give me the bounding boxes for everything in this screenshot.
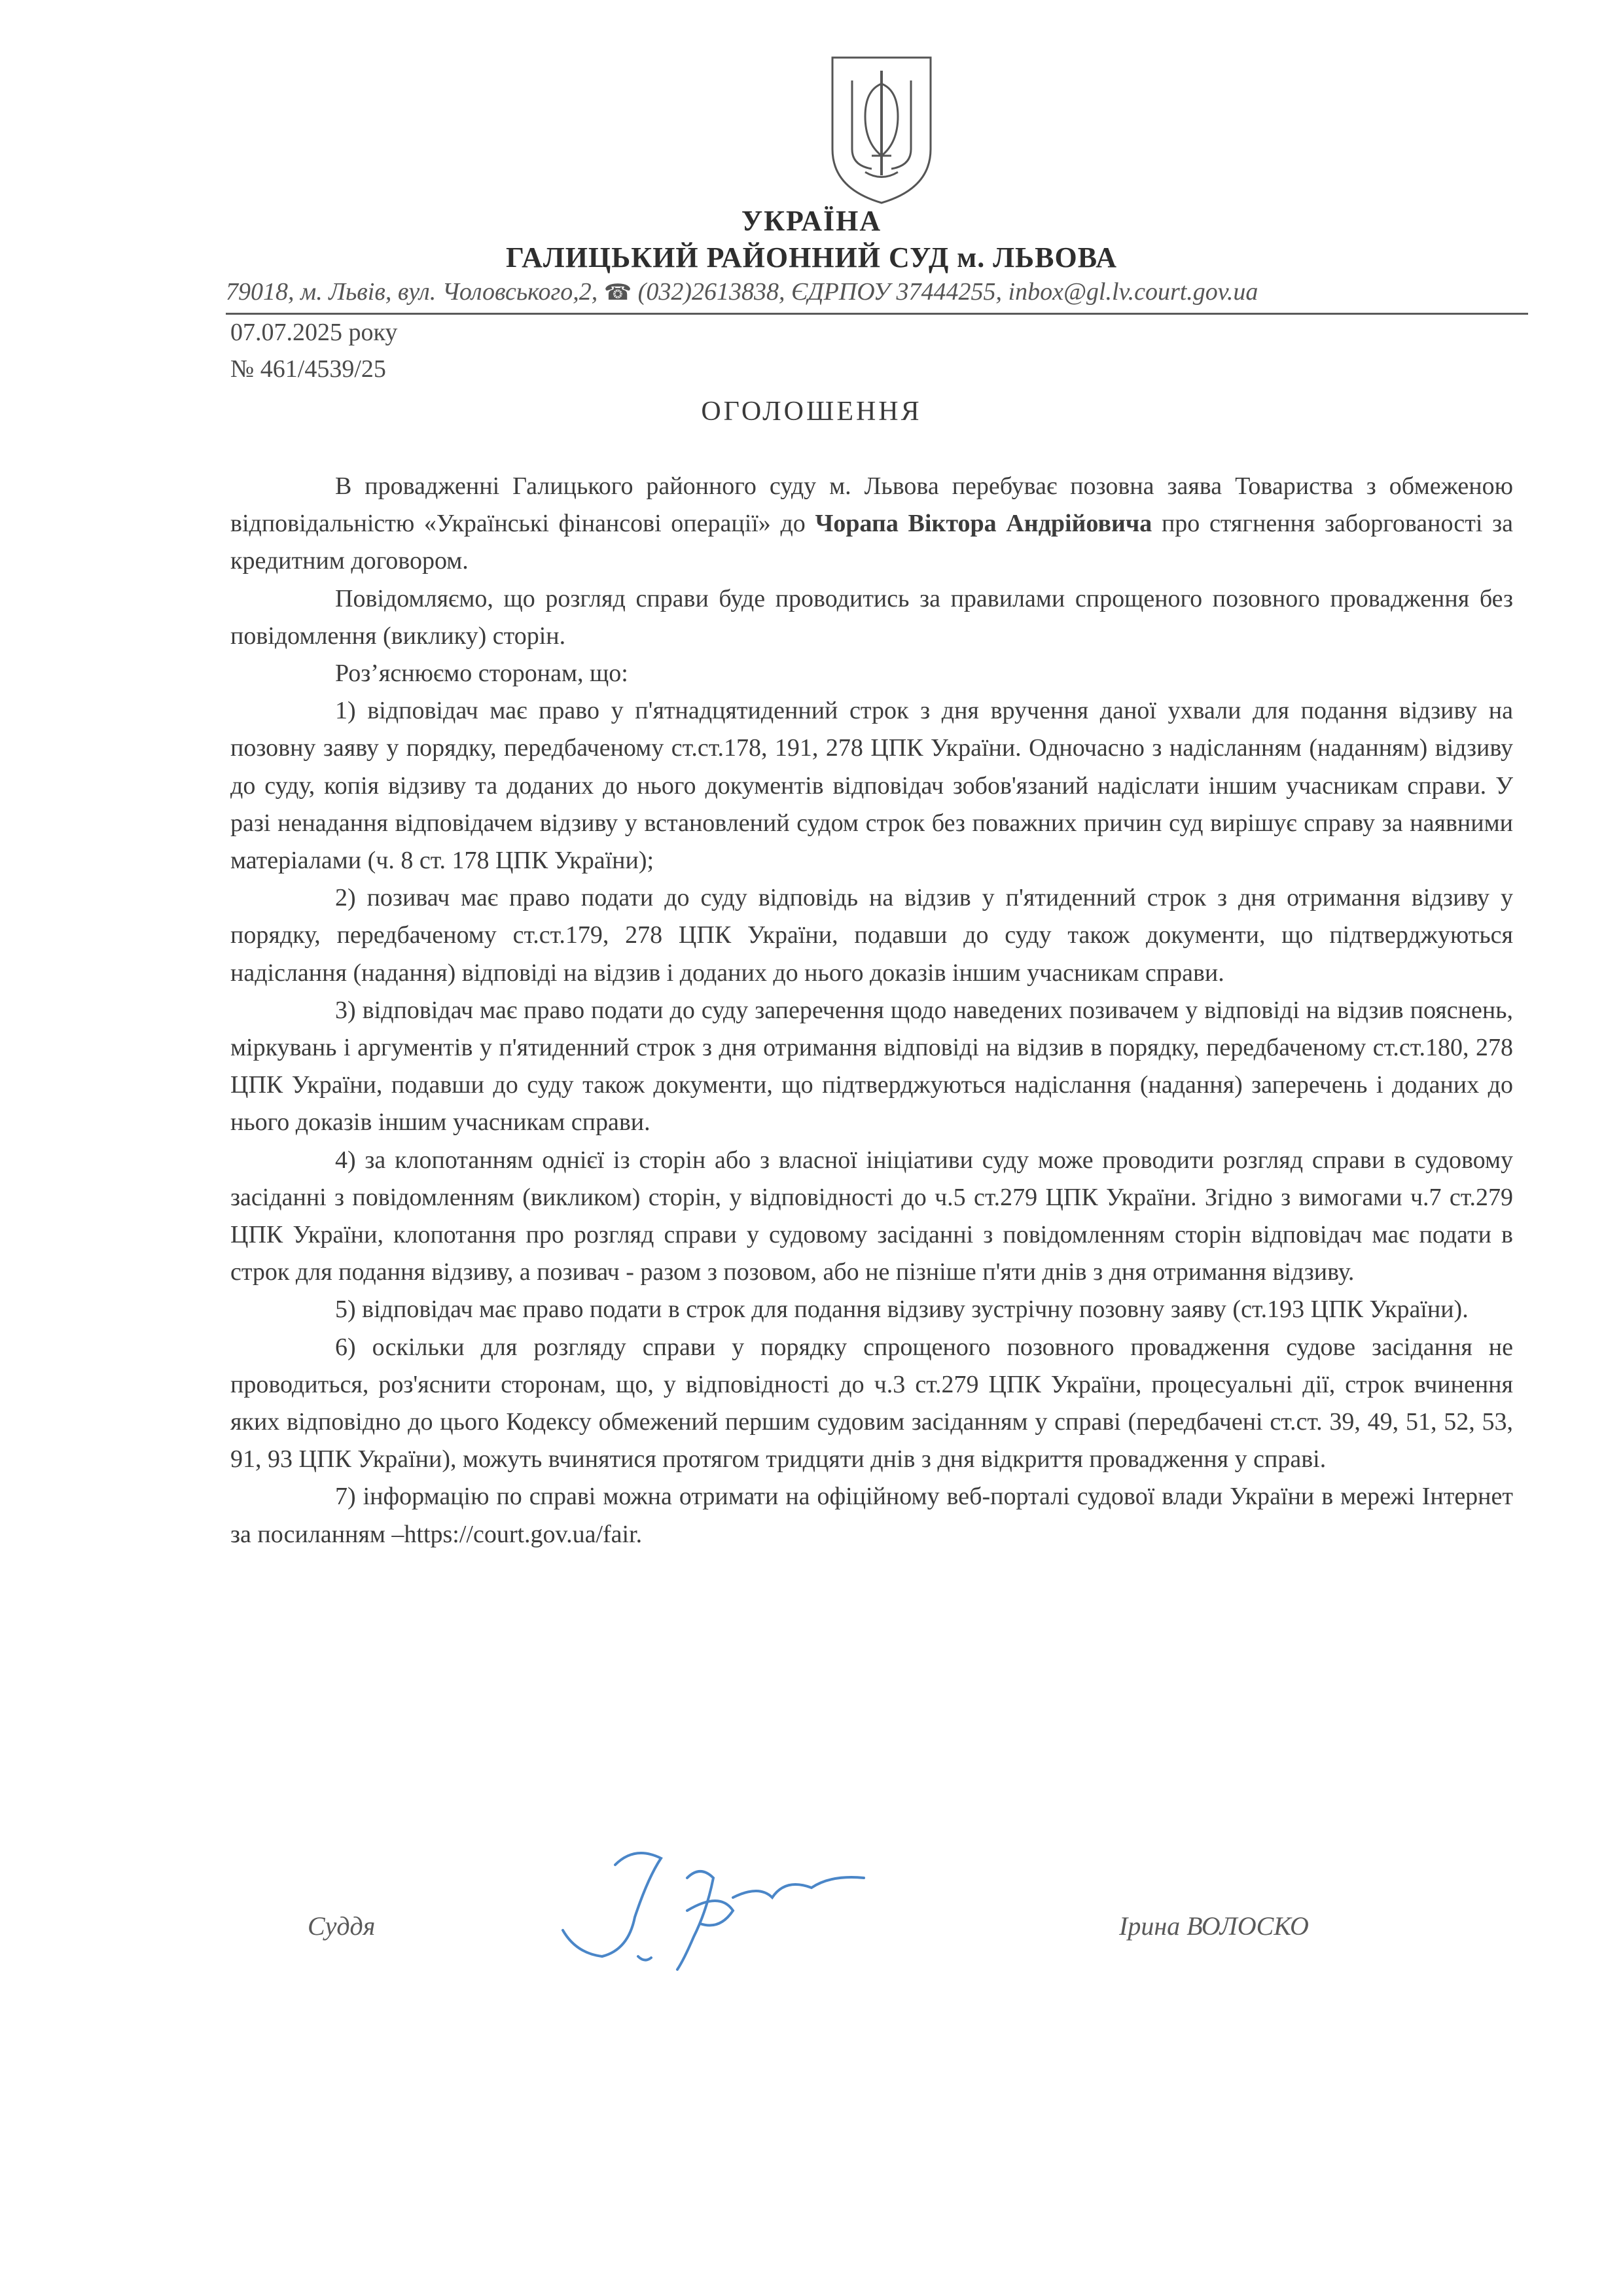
list-item: 5) відповідач має право подати в строк для подання відзиву зустрічну позовну заяву (ст.193 ЦПК України). — [335, 1296, 1469, 1324]
list-item: 6) оскільки для розгляду справи у порядку спрощеного позовного провадження судове засідання не проводиться, роз'яснити сторонам, що, у відповідності до ч.3 ст.279 ЦПК України, процесуальні дії, строк вчинення яких відповідно до цього Кодексу обмежений першим судовим засіданням у справі (передбачені ст.ст. 39, 49, 51, 52, 53, 91, 93 ЦПК України), можуть вчинятися протягом тридцяти днів з дня відкриття провадження у справі. — [230, 1333, 1513, 1474]
list-item: 3) відповідач має право подати до суду заперечення щодо наведених позивачем у відповіді на відзив пояснень, міркувань і аргументів у п'ятиденний строк з дня отримання відповіді на відзив в порядку, передбаченому ст.ст.180, 278 ЦПК України, подавши до суду також документи, що підтверджуються надіслання (надання) заперечень і доданих до нього доказів іншим учасникам справи. — [230, 996, 1513, 1137]
judge-name: Ірина ВОЛОСКО — [1119, 1911, 1309, 1941]
list-item: 7) інформацію по справі можна отримати на офіційному веб-порталі судової влади України в мережі Інтернет за посиланням –https://court.gov.ua/fair. — [230, 1483, 1513, 1548]
document-date: 07.07.2025 року — [230, 319, 398, 346]
coat-of-arms-icon — [826, 51, 937, 208]
document-body — [230, 468, 1513, 1553]
document-title: ОГОЛОШЕННЯ — [701, 397, 922, 427]
phone-icon: ☎ — [603, 281, 632, 305]
country-title: УКРАЇНА — [741, 205, 882, 237]
intro-paragraph — [230, 468, 1513, 580]
court-address — [226, 277, 1528, 313]
list-item: 1) відповідач має право у п'ятнадцятиденний строк з дня вручення даної ухвали для подання відзиву на позовну заяву у порядку, передбаченому ст.ст.178, 191, 278 ЦПК України. Одночасно з надісланням (наданням) відзиву до суду, копія відзиву та доданих до нього документів відповідач зобов'язаний надіслати іншим учасникам справи. У разі ненадання відповідачем відзиву у встановлений судом строк без поважних причин суд вирішує справу за наявними матеріалами (ч. 8 ст. 178 ЦПК України); — [230, 697, 1513, 875]
case-number: № 461/4539/25 — [230, 355, 386, 383]
explain-paragraph: Роз’яснюємо сторонам, що: — [335, 660, 628, 688]
list-item: 4) за клопотанням однієї із сторін або з власної ініціативи суду може проводити розгляд справи в судовому засіданні з повідомленням (викликом) сторін, у відповідності до ч.5 ст.279 ЦПК України. Згідно з вимогами ч.7 ст.279 ЦПК України, клопотання про розгляд справи у судовому засіданні з повідомленням сторін відповідач має подати в строк для подання відзиву, а позивач - разом з позовом, або не пізніше п'яти днів з дня отримання відзиву. — [230, 1146, 1513, 1286]
notice-paragraph: Повідомляємо, що розгляд справи буде проводитись за правилами спрощеного позовного провадження без повідомлення (виклику) сторін. — [230, 584, 1513, 650]
address-text: 79018, м. Львів, вул. Чоловського,2, — [226, 278, 604, 306]
header-divider — [226, 313, 1528, 315]
handwritten-signature — [537, 1839, 903, 1983]
address-contacts: (032)2613838, ЄДРПОУ 37444255, inbox@gl.lv.court.gov.ua — [632, 278, 1258, 306]
intro-after: про стягнення заборгованості за кредитним договором. — [230, 510, 1513, 575]
list-item: 2) позивач має право подати до суду відповідь на відзив у п'ятиденний строк з дня отримання відзиву у порядку, передбаченому ст.ст.179, 278 ЦПК України, подавши до суду також документи, що підтверджуються надіслання (надання) відповіді на відзив і доданих до нього доказів іншим учасникам справи. — [230, 884, 1513, 987]
intro-before: В провадженні Галицького районного суду м. Львова перебуває позовна заява Товариства з обмеженою відповідальністю «Українські фінансові операції» до — [230, 472, 1513, 538]
defendant-name: Чорапа Віктора Андрійовича — [815, 510, 1152, 538]
court-name: ГАЛИЦЬКИЙ РАЙОННИЙ СУД м. ЛЬВОВА — [505, 241, 1118, 274]
signer-role: Суддя — [308, 1911, 376, 1941]
